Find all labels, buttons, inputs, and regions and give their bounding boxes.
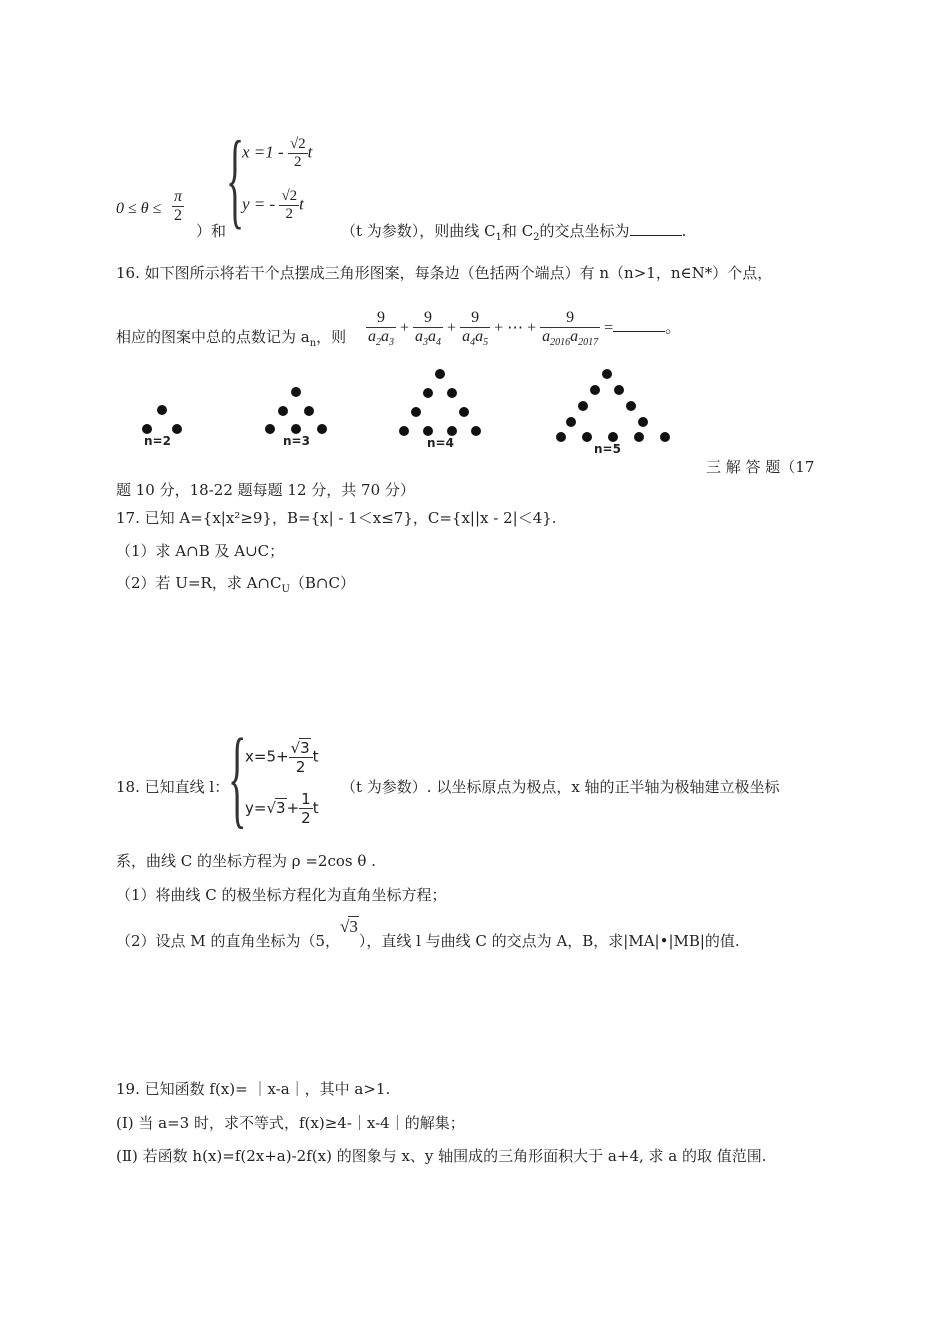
label-n2: n=2 xyxy=(144,434,171,448)
q18-part1: （1）将曲线 C 的极坐标方程化为直角坐标方程； xyxy=(116,886,447,904)
q16-line1: 16. 如下图所示将若干个点摆成三角形图案，每条边（色括两个端点）有 n（n>1，n∈N*）个点， xyxy=(116,264,773,282)
q15-x-equation: x =1 - $\frac{√2}{2}$ t xyxy=(242,136,313,170)
q16-term-3: $\frac{9}{a_4a_5}$ xyxy=(462,309,489,349)
q18-part2: （2）设点 M 的直角坐标为（5，√3），直线 l 与曲线 C 的交点为 A，B，求|MA|•|MB|的值. xyxy=(116,917,740,950)
label-n4: n=4 xyxy=(427,436,454,450)
pattern-dot xyxy=(566,417,576,427)
q19-stem: 19. 已知函数 f(x)= ｜x-a｜，其中 a>1. xyxy=(116,1080,391,1098)
pattern-dot xyxy=(423,426,433,436)
section3-title: 三 解 答 题（17 xyxy=(706,458,815,476)
q16-line2: 相应的图案中总的点数记为 $a_n$，则 xyxy=(116,328,347,349)
pattern-dot xyxy=(447,388,457,398)
q15-pi-over-2: $\frac{\pi}{2}$ xyxy=(174,188,183,224)
q16-term-1: $\frac{9}{a_2a_3}$ xyxy=(368,309,394,349)
pattern-dot xyxy=(471,426,481,436)
pattern-dot xyxy=(582,432,592,442)
pattern-dot xyxy=(626,401,636,411)
q18-brace: { xyxy=(228,716,247,838)
q15-and: ）和 xyxy=(196,222,227,240)
pattern-dot xyxy=(278,406,288,416)
q18-text: （t 为参数）. 以坐标原点为极点，x 轴的正半轴为极轴建立极坐标 xyxy=(341,778,780,796)
pattern-dot xyxy=(411,407,421,417)
section3-scoring: 题 10 分，18-22 题每题 12 分，共 70 分） xyxy=(116,481,415,499)
pattern-dot xyxy=(660,432,670,442)
pattern-dot xyxy=(317,424,327,434)
q18-x-equation: x=5+ $\frac{√3}{2}$ t xyxy=(245,739,319,776)
pattern-dot xyxy=(423,388,433,398)
pattern-dot xyxy=(556,432,566,442)
pattern-dot xyxy=(590,385,600,395)
q18-y-equation: y=√3+ $\frac{1}{2}$ t xyxy=(245,790,319,827)
pattern-dot xyxy=(602,369,612,379)
q15-theta-range: 0 ≤ θ ≤ xyxy=(116,200,162,217)
pattern-dot xyxy=(172,424,182,434)
q16-dot-patterns xyxy=(0,0,950,470)
pattern-dot xyxy=(291,424,301,434)
q16-term-last: $\frac{9}{a_{2016}a_{2017}}$ xyxy=(542,309,599,349)
q18-line2: 系，曲线 C 的坐标方程为 ρ =2cos θ . xyxy=(116,852,376,870)
q15-brace: { xyxy=(226,120,245,239)
pattern-dot xyxy=(614,385,624,395)
pattern-dot xyxy=(304,406,314,416)
pattern-dot xyxy=(265,424,275,434)
pattern-dot xyxy=(608,432,618,442)
q19-part2: (Ⅱ) 若函数 h(x)=f(2x+a)-2f(x) 的图象与 x、y 轴围成的三角形面积大于 a+4, 求 a 的取 值范围. xyxy=(116,1147,767,1165)
q19-part1: (I) 当 a=3 时，求不等式，f(x)≥4-｜x-4｜的解集； xyxy=(116,1114,465,1132)
pattern-dot xyxy=(291,387,301,397)
q15-param-text: （t 为参数），则曲线 $C_1$和 $C_2$的交点坐标为 . xyxy=(341,222,687,243)
pattern-dot xyxy=(399,426,409,436)
pattern-dot xyxy=(447,426,457,436)
q18-label: 18. 已知直线 l： xyxy=(116,778,230,796)
q17-part1: （1）求 A∩B 及 A∪C； xyxy=(116,542,285,560)
pattern-dot xyxy=(142,424,152,434)
pattern-dot xyxy=(459,407,469,417)
label-n5: n=5 xyxy=(594,442,621,456)
q17-stem: 17. 已知 A={x|x²≥9}，B={x| - 1＜x≤7}，C={x||x - 2|＜4}. xyxy=(116,509,557,527)
pattern-dot xyxy=(435,369,445,379)
pattern-dot xyxy=(578,401,588,411)
pattern-dot xyxy=(634,432,644,442)
label-n3: n=3 xyxy=(283,434,310,448)
pattern-dot xyxy=(157,405,167,415)
q15-y-equation: y = - $\frac{√2}{2}$ t xyxy=(242,188,304,222)
q16-sum-expression: $\frac{9}{a_2a_3}$ + $\frac{9}{a_3a_4}$ + $\frac{9}{a_4a_5}$ + ⋯ + $\frac{9}{a_{2016}a_{2017}}$ = 。 xyxy=(368,309,682,349)
q17-part2: （2）若 U=R，求 $A\cap C_U(B\cap C)$ xyxy=(116,574,355,595)
pattern-dot xyxy=(638,417,648,427)
q16-term-2: $\frac{9}{a_3a_4}$ xyxy=(415,309,442,349)
